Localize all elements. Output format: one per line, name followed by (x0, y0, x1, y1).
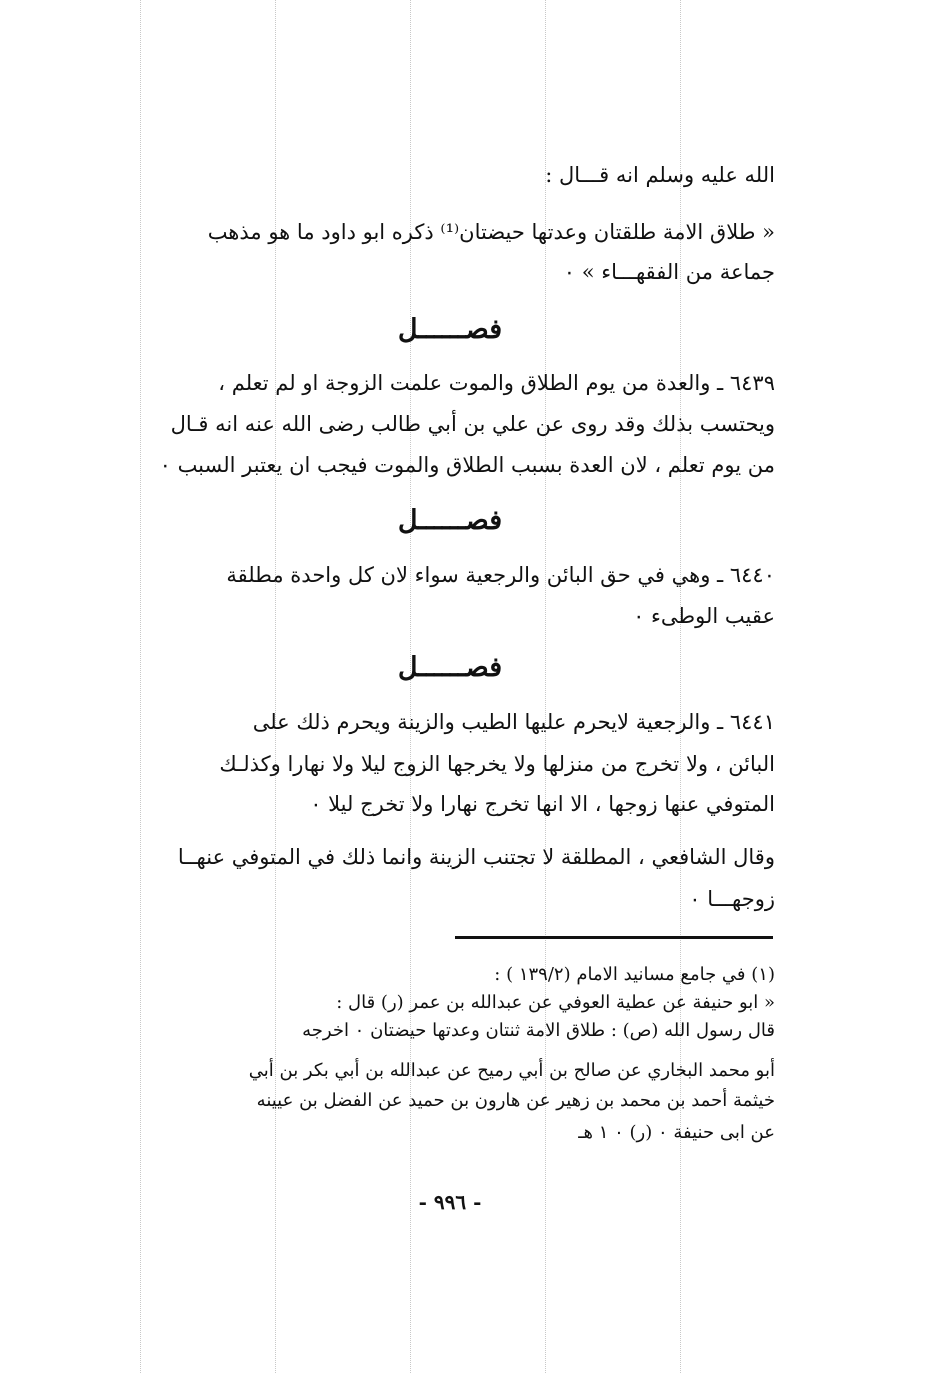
scan-artifact-dots (680, 0, 681, 1373)
paragraph-shafii-line: وقال الشافعي ، المطلقة لا تجتنب الزينة وانما ذلك في المتوفي عنهــا (177, 845, 775, 869)
section-heading: فصــــــل (397, 652, 503, 683)
section-heading: فصــــــل (397, 505, 503, 536)
body-line: جماعة من الفقهـــاء » ٠ (563, 260, 775, 284)
page-number: - ٩٩٦ - (418, 1190, 482, 1214)
footnote-line: قال رسول الله (ص) : طلاق الامة ثنتان وعدتها حيضتان ٠ اخرجه (302, 1020, 775, 1041)
body-line: « طلاق الامة طلقتان وعدتها حيضتان⁽¹⁾ ذكره ابو داود ما هو مذهب (207, 220, 775, 244)
footnote-line: « ابو حنيفة عن عطية العوفي عن عبدالله بن عمر (ر) قال : (336, 992, 775, 1013)
scan-artifact-dots (545, 0, 546, 1373)
paragraph-6439-line: ويحتسب بذلك وقد روى عن علي بن أبي طالب رضى الله عنه انه قـال (170, 412, 775, 436)
scan-artifact-dots (140, 0, 141, 1373)
footnote-line: (١) في جامع مسانيد الامام (١٣٩/٢ ) : (494, 964, 775, 985)
scan-artifact-dots (275, 0, 276, 1373)
paragraph-6441-line: ٦٤٤١ ـ والرجعية لايحرم عليها الطيب والزينة ويحرم ذلك على (252, 710, 775, 734)
footnote-rule (455, 936, 773, 939)
paragraph-6441-line: البائن ، ولا تخرج من منزلها ولا يخرجها الزوج ليلا ولا نهارا وكذلـك (219, 752, 775, 776)
paragraph-6439-line: من يوم تعلم ، لان العدة بسبب الطلاق والموت فيجب ان يعتبر السبب ٠ (159, 453, 775, 477)
scan-artifact-dots (410, 0, 411, 1373)
paragraph-6441-line: المتوفي عنها زوجها ، الا انها تخرج نهارا ولا تخرج ليلا ٠ (310, 792, 775, 816)
paragraph-6440-line: ٦٤٤٠ ـ وهي في حق البائن والرجعية سواء لان كل واحدة مطلقة (226, 563, 775, 587)
section-heading: فصــــــل (397, 314, 503, 345)
paragraph-shafii-line: زوجهـــا ٠ (689, 887, 775, 911)
footnote-line: أبو محمد البخاري عن صالح بن أبي رميح عن عبدالله بن أبي بكر بن أبي (248, 1060, 775, 1081)
body-line: الله عليه وسلم انه قـــال : (545, 163, 775, 187)
paragraph-6439-line: ٦٤٣٩ ـ والعدة من يوم الطلاق والموت علمت الزوجة او لم تعلم ، (218, 371, 775, 395)
footnote-line: عن ابى حنيفة ٠ (ر) ٠ ١ هـ (578, 1122, 775, 1143)
footnote-line: خيثمة أحمد بن محمد بن زهير عن هارون بن حميد عن الفضل بن عيينه (256, 1090, 775, 1111)
paragraph-6440-line: عقيب الوطىء ٠ (633, 604, 775, 628)
